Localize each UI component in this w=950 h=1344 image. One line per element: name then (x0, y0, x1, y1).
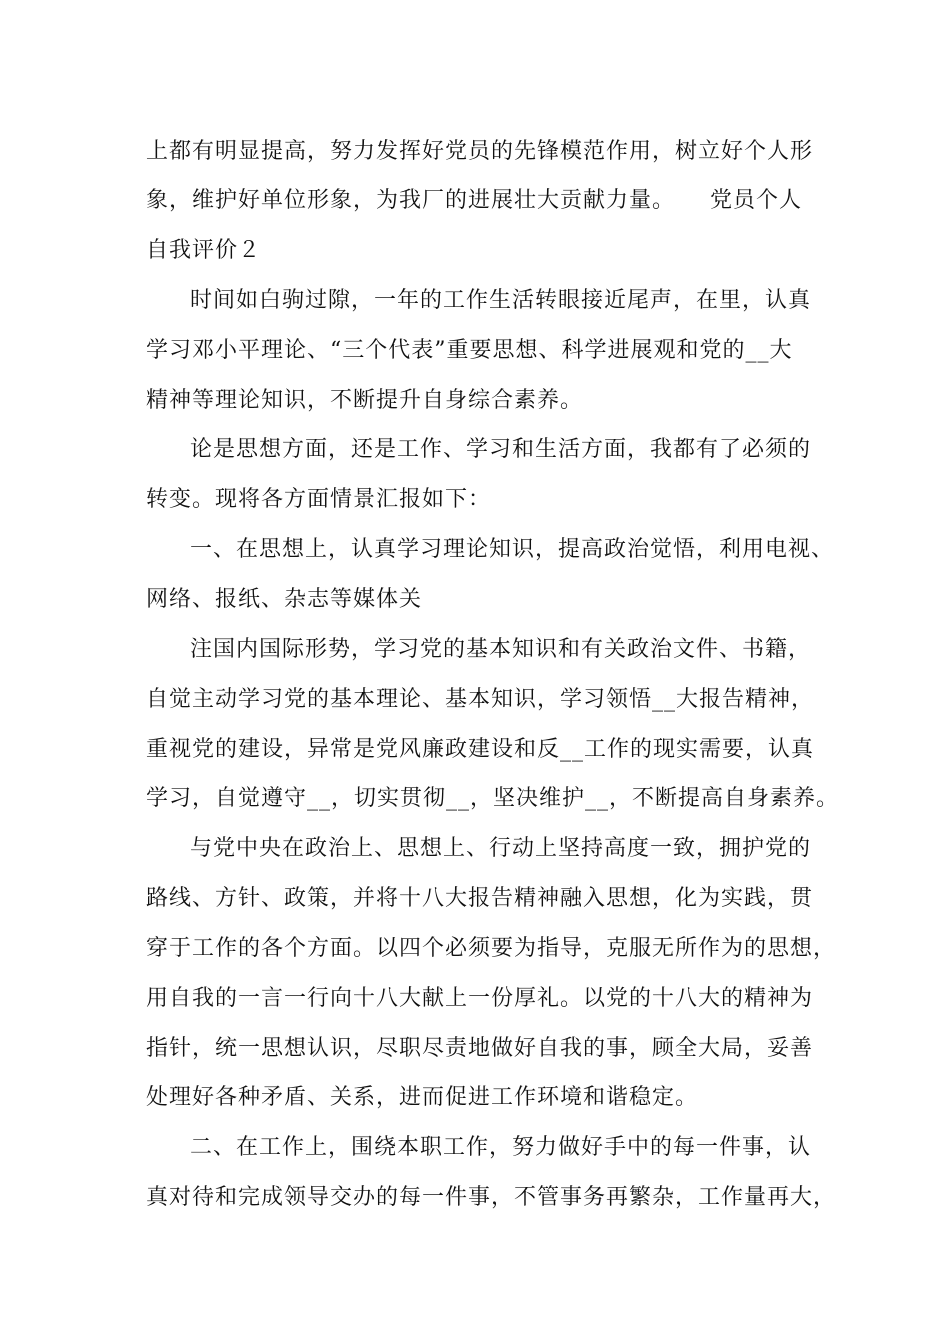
text-line: 学习邓小平理论、“三个代表”重要思想、科学进展观和党的__大 (146, 338, 793, 363)
paragraph-start: 时间如白驹过隙，一年的工作生活转眼接近尾声，在里，认真 (190, 288, 812, 313)
text-line: 处理好各种矛盾、关系，进而促进工作环境和谐稳定。 (146, 1085, 699, 1110)
text-line: 转变。现将各方面情景汇报如下： (146, 487, 492, 512)
paragraph-start: 与党中央在政治上、思想上、行动上坚持高度一致，拥护党的 (190, 836, 812, 861)
text-line: 精神等理论知识，不断提升自身综合素养。 (146, 388, 584, 413)
paragraph-start: 一、在思想上，认真学习理论知识，提高政治觉悟，利用电视、 (190, 537, 835, 562)
text-line: 重视党的建设，异常是党风廉政建设和反__工作的现实需要，认真 (146, 737, 815, 762)
text-line: 自觉主动学习党的基本理论、基本知识，学习领悟__大报告精神， (146, 687, 815, 712)
paragraph-start: 论是思想方面，还是工作、学习和生活方面，我都有了必须的 (190, 437, 812, 462)
text-line: 路线、方针、政策，并将十八大报告精神融入思想，化为实践，贯 (146, 886, 814, 911)
text-line: 上都有明显提高，努力发挥好党员的先锋模范作用，树立好个人形 (146, 139, 814, 164)
paragraph-start: 二、在工作上，围绕本职工作，努力做好手中的每一件事，认 (190, 1135, 812, 1160)
text-line: 穿于工作的各个方面。以四个必须要为指导，克服无所作为的思想， (146, 936, 837, 961)
text-line: 网络、报纸、杂志等媒体关 (146, 587, 423, 612)
text-line: 指针，统一思想认识，尽职尽责地做好自我的事，顾全大局，妥善 (146, 1036, 814, 1061)
text-line: 象，维护好单位形象，为我厂的进展壮大贡献力量。 党员个人 (146, 188, 803, 213)
paragraph-start: 注国内国际形势，学习党的基本知识和有关政治文件、书籍， (190, 637, 812, 662)
text-line: 真对待和完成领导交办的每一件事，不管事务再繁杂，工作量再大， (146, 1185, 837, 1210)
text-line: 学习，自觉遵守__，切实贯彻__，坚决维护__，不断提高自身素养。 (146, 786, 840, 811)
text-line: 自我评价２ (146, 238, 262, 263)
text-line: 用自我的一言一行向十八大献上一份厚礼。以党的十八大的精神为 (146, 986, 814, 1011)
